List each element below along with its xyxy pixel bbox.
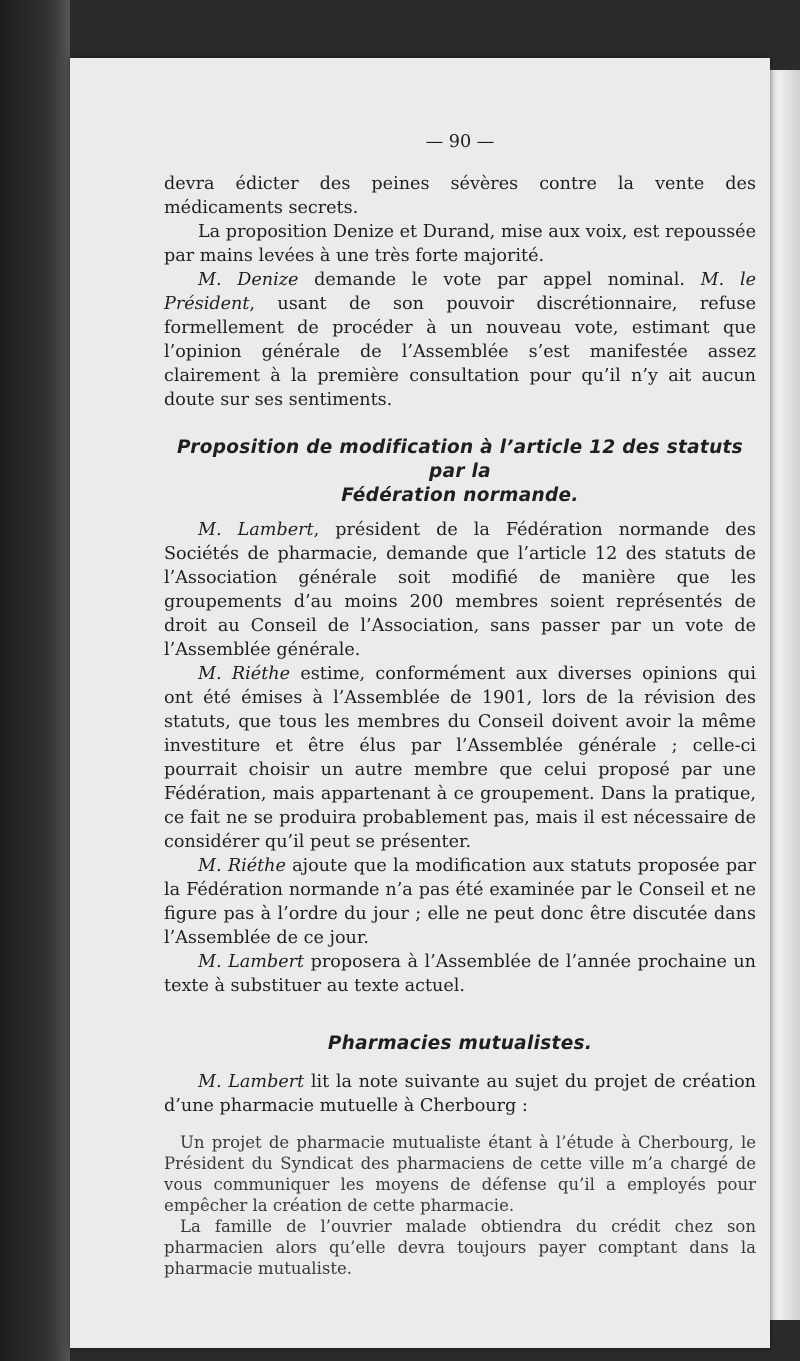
speaker-riethe: M. Riéthe — [198, 856, 286, 876]
paragraph-lambert-reads — [164, 1070, 756, 1118]
paragraph-lambert-request — [164, 518, 756, 662]
speaker-denize: M. Denize — [198, 270, 299, 290]
paragraph-text: , président de la Fédération normande des Sociétés de pharmacie, demande que l’article 12 des statuts de l’Association générale soit modifié de manière que les groupements d’au moins 200 membres soient représentés de droit au Conseil de l’Association, sans passer par un vote de l’Assemblée générale. — [164, 520, 756, 660]
speaker-lambert: M. Lambert — [198, 1072, 305, 1092]
quote-paragraph-1: Un projet de pharmacie mutualiste étant à l’étude à Cherbourg, le Président du Syndicat des pharmaciens de cette ville m’a chargé de vous communiquer les moyens de défense qu’il a employés pour empêcher la création de cette pharmacie. — [164, 1133, 756, 1215]
paragraph-riethe-adds — [164, 854, 756, 950]
page-edge — [766, 70, 800, 1320]
quote-paragraph-2: La famille de l’ouvrier malade obtiendra du crédit chez son pharmacien alors qu’elle devra toujours payer comptant dans la pharmacie mutualiste. — [164, 1217, 756, 1278]
page-number: — 90 — — [425, 132, 495, 152]
speaker-lambert: M. Lambert — [198, 520, 314, 540]
paragraph-riethe-estimate — [164, 662, 756, 854]
paragraph-text: estime, conformément aux diverses opinions qui ont été émises à l’Assemblée de 1901, lors de la révision des statuts, que tous les membres du Conseil doivent avoir la même investiture et être élus par l’Assemblée générale ; celle-ci pourrait choisir un autre membre que celui proposé par une Fédération, mais appartenant à ce groupement. Dans la pratique, ce fait ne se produira probablement pas, mais il est nécessaire de considérer qu’il peut se présenter. — [164, 664, 756, 852]
paragraph-text: demande le vote par appel nominal. — [298, 270, 701, 290]
heading-line-1: Proposition de modification à l’article 12 des statuts par la — [177, 437, 743, 482]
paragraph-vote-result: La proposition Denize et Durand, mise aux voix, est repoussée par mains levées à une très forte majorité. — [164, 222, 756, 266]
speaker-lambert: M. Lambert — [198, 952, 305, 972]
speaker-riethe: M. Riéthe — [198, 664, 291, 684]
paragraph-text: ajoute que la modification aux statuts proposée par la Fédération normande n’a pas été examinée par le Conseil et ne figure pas à l’ordre du jour ; elle ne peut donc être discutée dans l’Assemblée de ce jour. — [164, 856, 756, 948]
heading-line-2: Fédération normande. — [341, 485, 579, 506]
paragraph-nominal-vote — [164, 268, 756, 412]
paragraph-text: , usant de son pouvoir discrétionnaire, refuse formellement de procéder à un nouveau vote, estimant que l’opinion générale de l’Assemblée s’est manifestée assez clairement à la première consultation pour qu’il n’y ait aucun doute sur ses sentiments. — [164, 294, 756, 410]
section-heading-proposition — [164, 436, 756, 508]
paragraph-text: proposera à l’Assemblée de l’année prochaine un texte à substituer au texte actuel. — [164, 952, 756, 996]
paragraph-lambert-proposes — [164, 950, 756, 998]
paragraph-continuation: devra édicter des peines sévères contre la vente des médicaments secrets. — [164, 174, 756, 218]
page-text — [164, 130, 756, 1279]
scan-background-left — [0, 0, 70, 1361]
paragraph-text: lit la note suivante au sujet du projet de création d’une pharmacie mutuelle à Cherbourg : — [164, 1072, 756, 1116]
speaker-president: M. le Président — [164, 270, 756, 314]
quoted-note — [164, 1132, 756, 1279]
section-heading-pharmacies: Pharmacies mutualistes. — [327, 1033, 593, 1054]
